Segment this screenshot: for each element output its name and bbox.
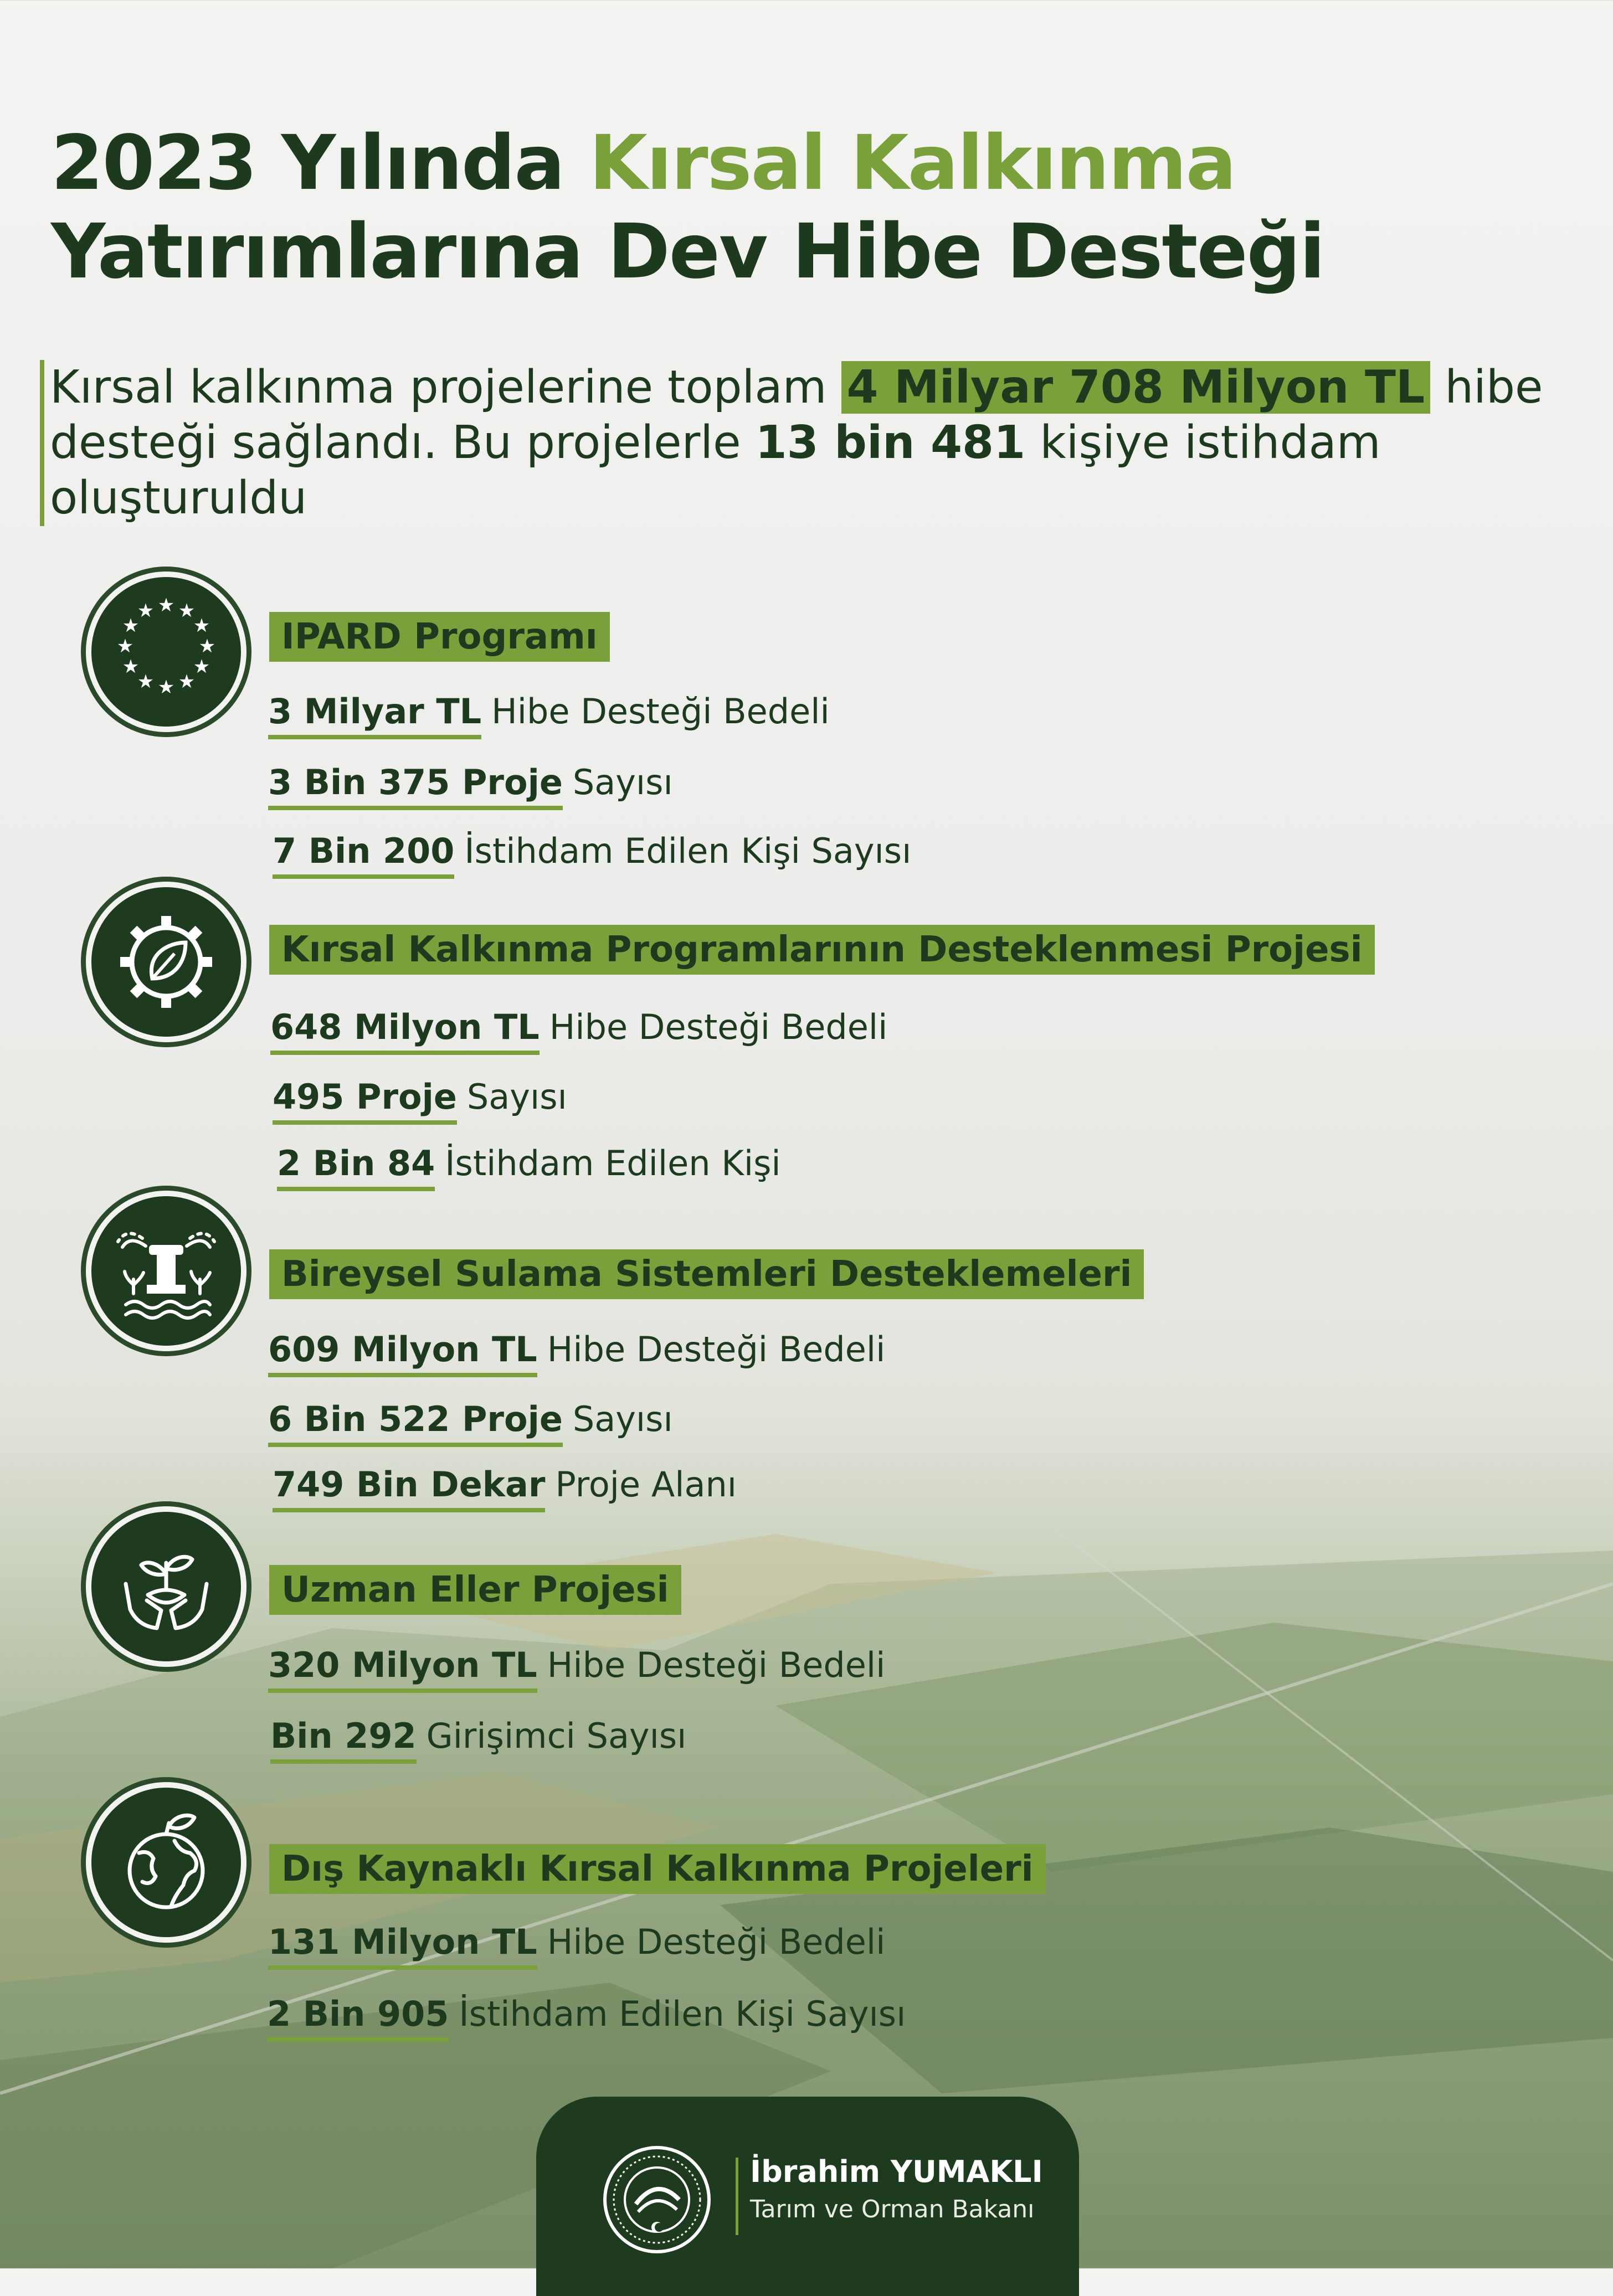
svg-text:★: ★ (137, 671, 155, 693)
svg-text:★: ★ (178, 671, 196, 693)
stat-label: Hibe Desteği Bedeli (549, 1007, 888, 1047)
svg-text:★: ★ (157, 676, 175, 698)
stat-ipard-grant (268, 691, 830, 732)
ministry-seal-icon (602, 2144, 712, 2255)
svg-text:★: ★ (137, 600, 155, 622)
stat-value: 609 Milyon TL (268, 1329, 537, 1377)
stat-value: 2 Bin 84 (277, 1143, 435, 1191)
svg-text:★: ★ (193, 615, 210, 637)
svg-text:★: ★ (193, 656, 210, 678)
svg-text:★: ★ (122, 615, 140, 637)
stat-value: 495 Proje (273, 1077, 457, 1125)
stat-value: 3 Milyar TL (268, 691, 481, 739)
eu-stars-icon (86, 572, 246, 732)
stat-label: Girişimci Sayısı (426, 1716, 687, 1756)
intro-text-2: hibe desteği sağlandı. Bu projelerle (50, 361, 1543, 470)
intro-text-1: Kırsal kalkınma projelerine toplam (50, 361, 841, 414)
title-line-1 (51, 119, 1324, 208)
section-title-expert-hands: Uzman Eller Projesi (269, 1565, 681, 1615)
svg-text:★: ★ (122, 656, 140, 678)
stat-label: Hibe Desteği Bedeli (547, 1329, 886, 1370)
footer-divider (736, 2158, 738, 2235)
intro-employment-count: 13 bin 481 (755, 416, 1026, 470)
minister-title: Tarım ve Orman Bakanı (750, 2195, 1035, 2223)
stat-label: Sayısı (572, 762, 673, 802)
intro-paragraph (40, 360, 1601, 526)
stat-value: 6 Bin 522 Proje (268, 1399, 563, 1447)
footer-badge (536, 2097, 1079, 2296)
intro-total-amount: 4 Milyar 708 Milyon TL (841, 361, 1431, 414)
stat-rural-employment (277, 1143, 781, 1183)
title-year-text: 2023 Yılında (51, 120, 589, 207)
section-title-irrigation: Bireysel Sulama Sistemleri Desteklemeleri (269, 1249, 1144, 1299)
svg-text:★: ★ (157, 594, 175, 616)
stat-value: 131 Milyon TL (268, 1922, 537, 1970)
stat-value: 7 Bin 200 (273, 831, 454, 879)
globe-leaf-icon (86, 1782, 246, 1943)
title-highlight: Kırsal Kalkınma (589, 120, 1236, 207)
stat-label: İstihdam Edilen Kişi Sayısı (459, 1994, 906, 2034)
svg-text:★: ★ (198, 635, 216, 657)
stat-label: Sayısı (572, 1399, 673, 1439)
stat-value: 2 Bin 905 (267, 1994, 449, 2042)
hands-sprout-icon (86, 1506, 246, 1667)
title-line-2: Yatırımlarına Dev Hibe Desteği (51, 208, 1324, 296)
stat-irrigation-area (273, 1464, 737, 1505)
section-title-external-funded: Dış Kaynaklı Kırsal Kalkınma Projeleri (269, 1844, 1046, 1894)
stat-value: 3 Bin 375 Proje (268, 762, 563, 810)
section-title-rural-programs: Kırsal Kalkınma Programlarının Desteklenmesi Projesi (269, 925, 1375, 975)
stat-expert-grant (268, 1645, 885, 1685)
section-title-ipard: IPARD Programı (269, 612, 610, 662)
stat-value: 648 Milyon TL (270, 1007, 540, 1055)
stat-value: Bin 292 (270, 1716, 417, 1764)
svg-text:★: ★ (178, 600, 196, 622)
stat-rural-grant (270, 1007, 887, 1047)
stat-label: Hibe Desteği Bedeli (547, 1645, 886, 1685)
stat-label: Hibe Desteği Bedeli (491, 691, 830, 732)
svg-text:★: ★ (116, 635, 134, 657)
minister-name: İbrahim YUMAKLI (750, 2154, 1043, 2189)
stat-external-employment (267, 1994, 906, 2034)
stat-expert-entrepreneurs (270, 1716, 686, 1756)
stat-label: İstihdam Edilen Kişi Sayısı (464, 831, 912, 871)
stat-ipard-projects (268, 762, 673, 802)
stat-label: Sayısı (466, 1077, 567, 1117)
intro-text-3: kişiye istihdam oluşturuldu (50, 416, 1381, 525)
stat-ipard-employment (273, 831, 911, 871)
sprinkler-icon (86, 1191, 246, 1351)
stat-external-grant (268, 1922, 885, 1962)
page-title (51, 119, 1324, 297)
stat-value: 749 Bin Dekar (273, 1464, 545, 1512)
gear-leaf-icon (86, 882, 246, 1042)
stat-value: 320 Milyon TL (268, 1645, 537, 1693)
stat-irrigation-projects (268, 1399, 673, 1439)
stat-irrigation-grant (268, 1329, 885, 1370)
stat-label: İstihdam Edilen Kişi (445, 1143, 781, 1183)
stat-label: Proje Alanı (555, 1464, 737, 1505)
stat-rural-projects (273, 1077, 567, 1117)
stat-label: Hibe Desteği Bedeli (547, 1922, 886, 1962)
